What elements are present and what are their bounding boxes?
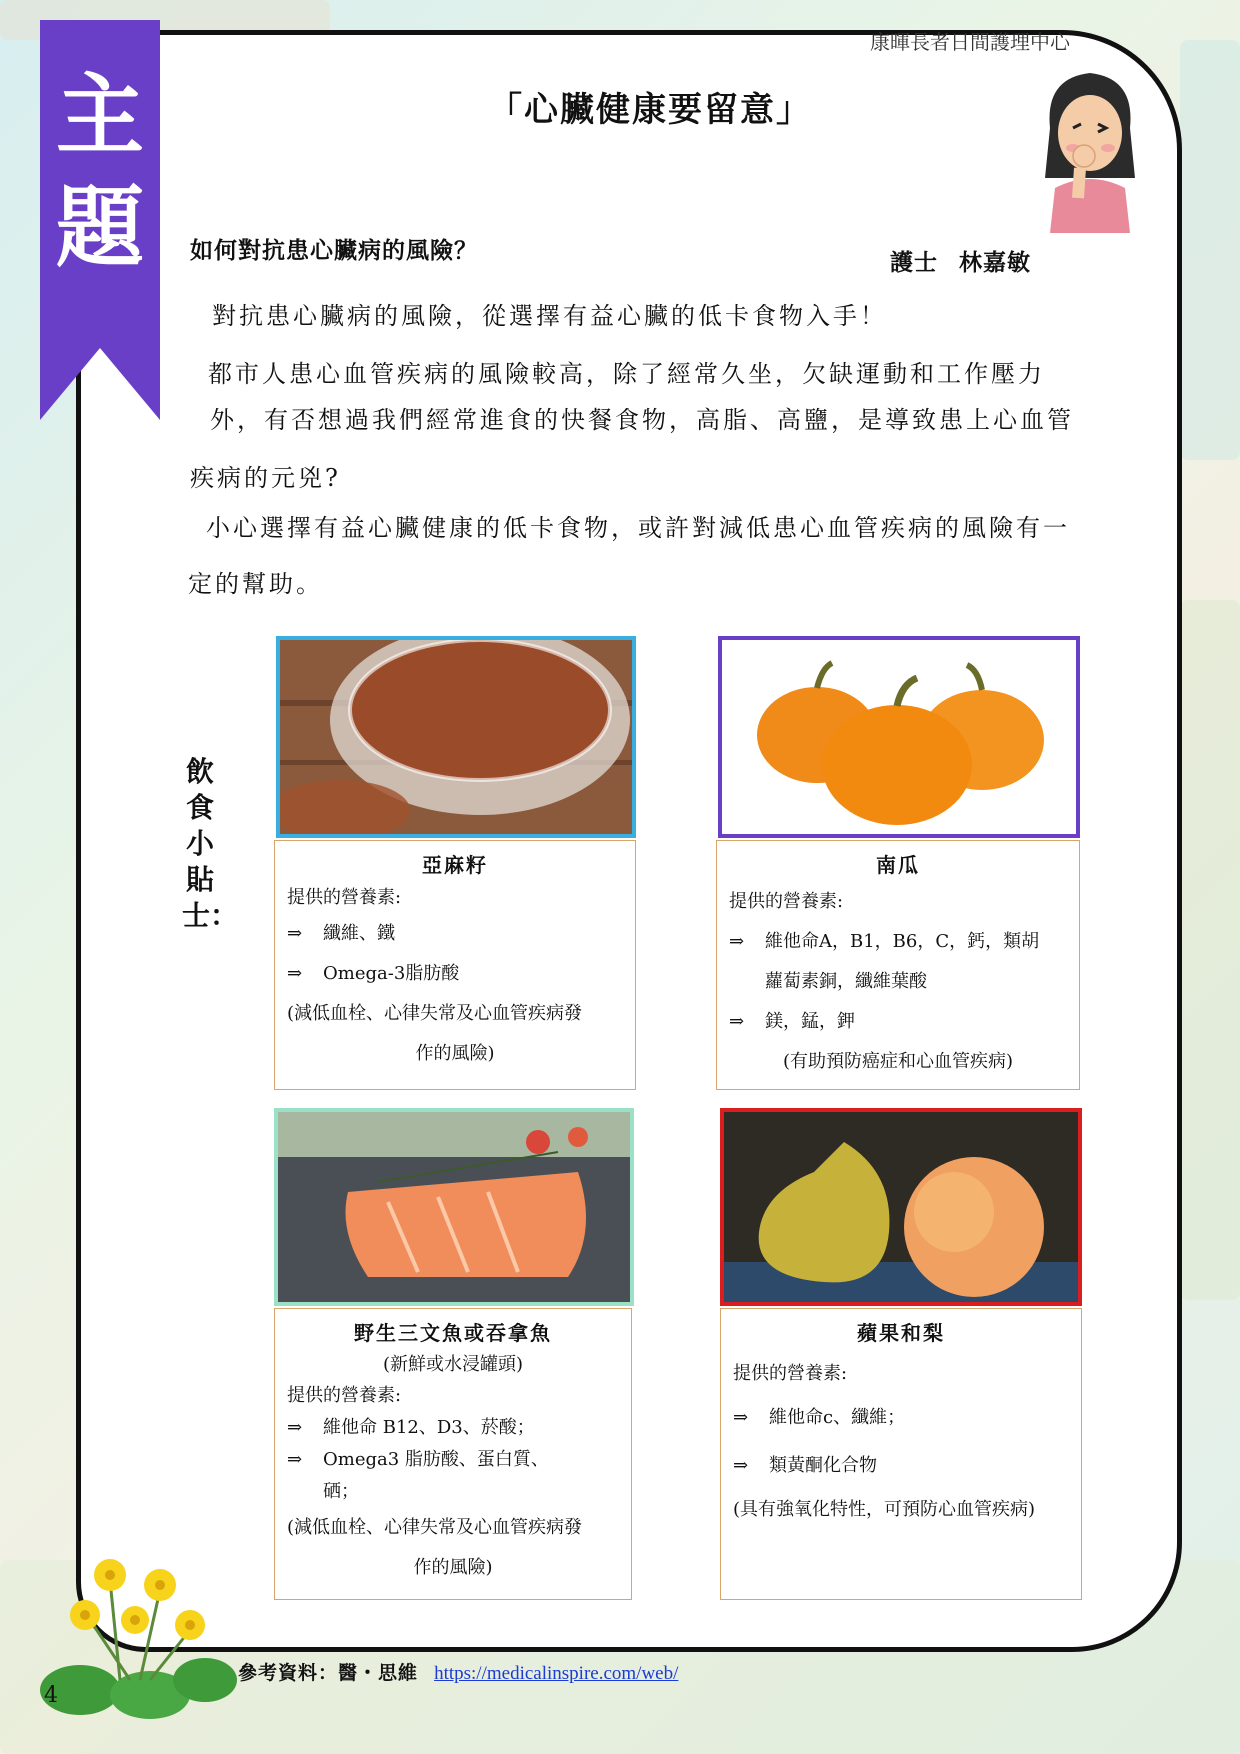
arrow-icon: ⇒ <box>729 931 745 952</box>
salmon-photo <box>274 1108 634 1306</box>
arrow-icon: ⇒ <box>733 1455 749 1476</box>
food-subtitle: (新鮮或水浸罐頭) <box>382 1354 524 1375</box>
page-title: 「心臟健康要留意」 <box>488 90 812 130</box>
article-line: 都市人患心血管疾病的風險較高，除了經常久坐，欠缺運動和工作壓力 <box>208 360 1045 388</box>
food-note: (減低血栓、心律失常及心血管疾病發 <box>287 1003 583 1024</box>
center-name: 康暉長者日間護理中心 <box>870 30 1070 54</box>
reference-link[interactable]: https://medicalinspire.com/web/ <box>434 1663 679 1684</box>
pumpkin-card <box>716 840 1080 1090</box>
food-intro: 提供的營養素: <box>287 887 402 908</box>
pumpkin-photo <box>718 636 1080 838</box>
bg-patch <box>1180 600 1240 1300</box>
article-line: 疾病的元兇? <box>190 464 341 492</box>
nutrient-item: 維他命 B12、D3、菸酸； <box>323 1417 535 1438</box>
article-line: 對抗患心臟病的風險，從選擇有益心臟的低卡食物入手！ <box>212 302 887 330</box>
food-note: 作的風險) <box>413 1557 493 1578</box>
flower-decoration <box>30 1520 240 1720</box>
food-title: 亞麻籽 <box>422 853 488 877</box>
nutrient-item: 硒； <box>323 1481 359 1502</box>
arrow-icon: ⇒ <box>729 1011 745 1032</box>
bg-patch <box>1180 40 1240 460</box>
diet-tips-label: 飲食小貼士： <box>182 755 239 932</box>
food-title: 南瓜 <box>876 853 920 877</box>
flaxseed-photo <box>276 636 636 838</box>
food-intro: 提供的營養素: <box>287 1385 402 1406</box>
article-line: 外，有否想過我們經常進食的快餐食物，高脂、高鹽，是導致患上心血管 <box>210 406 1074 434</box>
page-number: 4 <box>44 1683 58 1708</box>
article-author: 護士 林嘉敏 <box>890 249 1032 276</box>
nutrient-item: Omega-3脂肪酸 <box>323 963 460 984</box>
thinking-person-illustration <box>1040 58 1140 233</box>
salmon-card <box>274 1308 632 1600</box>
food-note: (減低血栓、心律失常及心血管疾病發 <box>287 1517 583 1538</box>
article-line: 定的幫助。 <box>188 570 323 598</box>
arrow-icon: ⇒ <box>287 963 303 984</box>
nutrient-item: 維他命c、纖維； <box>769 1407 906 1428</box>
article-question: 如何對抗患心臟病的風險？ <box>190 237 478 264</box>
nutrient-item: 類黃酮化合物 <box>769 1455 877 1476</box>
food-intro: 提供的營養素: <box>733 1363 848 1384</box>
nutrient-item: 維他命A，B1，B6，C，鈣，類胡 <box>765 931 1040 952</box>
reference <box>238 1658 678 1685</box>
flaxseed-card <box>274 840 636 1090</box>
food-note: (具有強氧化特性，可預防心血管疾病) <box>733 1499 1036 1520</box>
arrow-icon: ⇒ <box>287 1417 303 1438</box>
nutrient-item: 鎂，錳，鉀 <box>765 1011 855 1032</box>
food-note: 作的風險) <box>415 1043 495 1064</box>
arrow-icon: ⇒ <box>287 923 303 944</box>
arrow-icon: ⇒ <box>287 1449 303 1470</box>
apple-pear-photo <box>720 1108 1082 1306</box>
arrow-icon: ⇒ <box>733 1407 749 1428</box>
food-title: 野生三文魚或吞拿魚 <box>354 1321 552 1345</box>
topic-ribbon-label: 主題 <box>55 64 144 279</box>
nutrient-item: 纖維、鐵 <box>323 923 395 944</box>
nutrient-item: Omega3 脂肪酸、蛋白質、 <box>323 1449 549 1470</box>
nutrient-item: 蘿蔔素銅，纖維葉酸 <box>765 971 927 992</box>
food-title: 蘋果和梨 <box>857 1321 945 1345</box>
article-line: 小心選擇有益心臟健康的低卡食物，或許對減低患心血管疾病的風險有一 <box>206 514 1070 542</box>
apple-pear-card <box>720 1308 1082 1600</box>
food-note: (有助預防癌症和心血管疾病) <box>782 1051 1014 1072</box>
food-intro: 提供的營養素: <box>729 891 844 912</box>
reference-label: 參考資料：醫・思維 <box>238 1662 419 1684</box>
